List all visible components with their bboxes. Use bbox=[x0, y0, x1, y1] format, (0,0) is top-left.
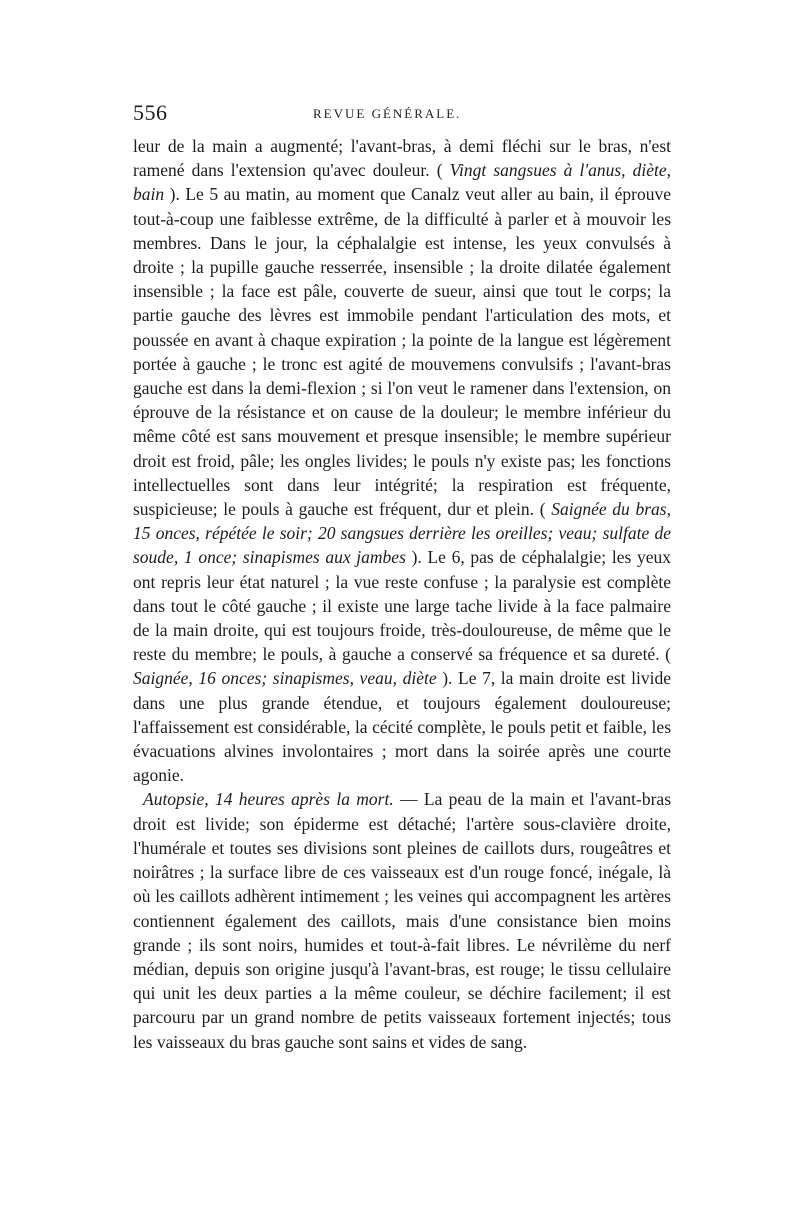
text-run: — La peau de la main et l'avant-bras droit est livide; son épiderme est détaché; l'artère sous-clavière droite, l'humérale et toutes ses divisions sont pleines de caillots durs, rougeâtres et noirâtres ; la surface libre de ces vaisseaux est d'un rouge foncé, inégale, là où les caillots adhèrent intimement ; les veines qui accompagnent les artères contiennent également des caillots, mais d'une consistance bien moins grande ; ils sont noirs, humides et tout-à-fait libres. Le névrilème du nerf médian, depuis son origine jusqu'à l'avant-bras, est rouge; le tissu cellulaire qui unit les deux parties a la même couleur, se déchire facilement; il est parcouru par un grand nombre de petits vaisseaux fortement injectés; tous les vaisseaux du bras gauche sont sains et vides de sang. bbox=[133, 789, 672, 1052]
page-number: 556 bbox=[133, 100, 168, 125]
autopsy-heading: Autopsie, 14 heures après la mort. bbox=[143, 789, 394, 810]
text-run: leur de la main a augmenté; l'avant-bras, à demi fléchi sur le bras, n'est ramené dans l'extension qu'avec douleur. ( bbox=[133, 136, 671, 181]
treatment-note: Vingt sangsues à l'anus, diète, bain bbox=[133, 160, 671, 205]
page-header bbox=[133, 100, 673, 128]
running-head: REVUE GÉNÉRALE. bbox=[313, 106, 462, 121]
treatment-note: Saignée, 16 onces; sinapismes, veau, diète bbox=[133, 668, 437, 689]
paragraph-case-report bbox=[133, 134, 671, 787]
treatment-note: Saignée du bras, 15 onces, répétée le soir; 20 sangsues derrière les oreilles; veau; sulfate de soude, 1 once; sinapismes aux jambes bbox=[133, 499, 671, 568]
text-run: ). Le 6, pas de céphalalgie; les yeux ont repris leur état naturel ; la vue reste confuse ; la paralysie est complète dans tout le côté gauche ; il existe une large tache livide à la face palmaire de la main droite, qui est toujours froide, très-douloureuse, de même que le reste du membre; le pouls, à gauche a conservé sa fréquence et sa dureté. ( bbox=[133, 547, 671, 665]
text-run: ). Le 7, la main droite est livide dans une plus grande étendue, et toujours également douloureuse; l'affaissement est considérable, la cécité complète, le pouls petit et faible, les évacuations alvines involontaires ; mort dans la soirée après une courte agonie. bbox=[133, 668, 671, 786]
body-text bbox=[133, 134, 671, 1054]
paragraph-autopsy bbox=[133, 787, 671, 1053]
text-run: ). Le 5 au matin, au moment que Canalz veut aller au bain, il éprouve tout-à-coup une faiblesse extrême, de la difficulté à parler et à mouvoir les membres. Dans le jour, la céphalalgie est intense, les yeux convulsés à droite ; la pupille gauche resserrée, insensible ; la droite dilatée également insensible ; la face est pâle, couverte de sueur, ainsi que tout le corps; la partie gauche des lèvres est immobile pendant l'articulation des mots, et poussée en avant à chaque expiration ; la pointe de la langue est légèrement portée à gauche ; le tronc est agité de mouvemens convulsifs ; l'avant-bras gauche est dans la demi-flexion ; si l'on veut le ramener dans l'extension, on éprouve de la résistance et on cause de la douleur; le membre inférieur du même côté est sans mouvement et presque insensible; le membre supérieur droit est froid, pâle; les ongles livides; le pouls n'y existe pas; les fonctions intellectuelles sont dans leur intégrité; la respiration est fréquente, suspicieuse; le pouls à gauche est fréquent, dur et plein. ( bbox=[133, 184, 671, 520]
